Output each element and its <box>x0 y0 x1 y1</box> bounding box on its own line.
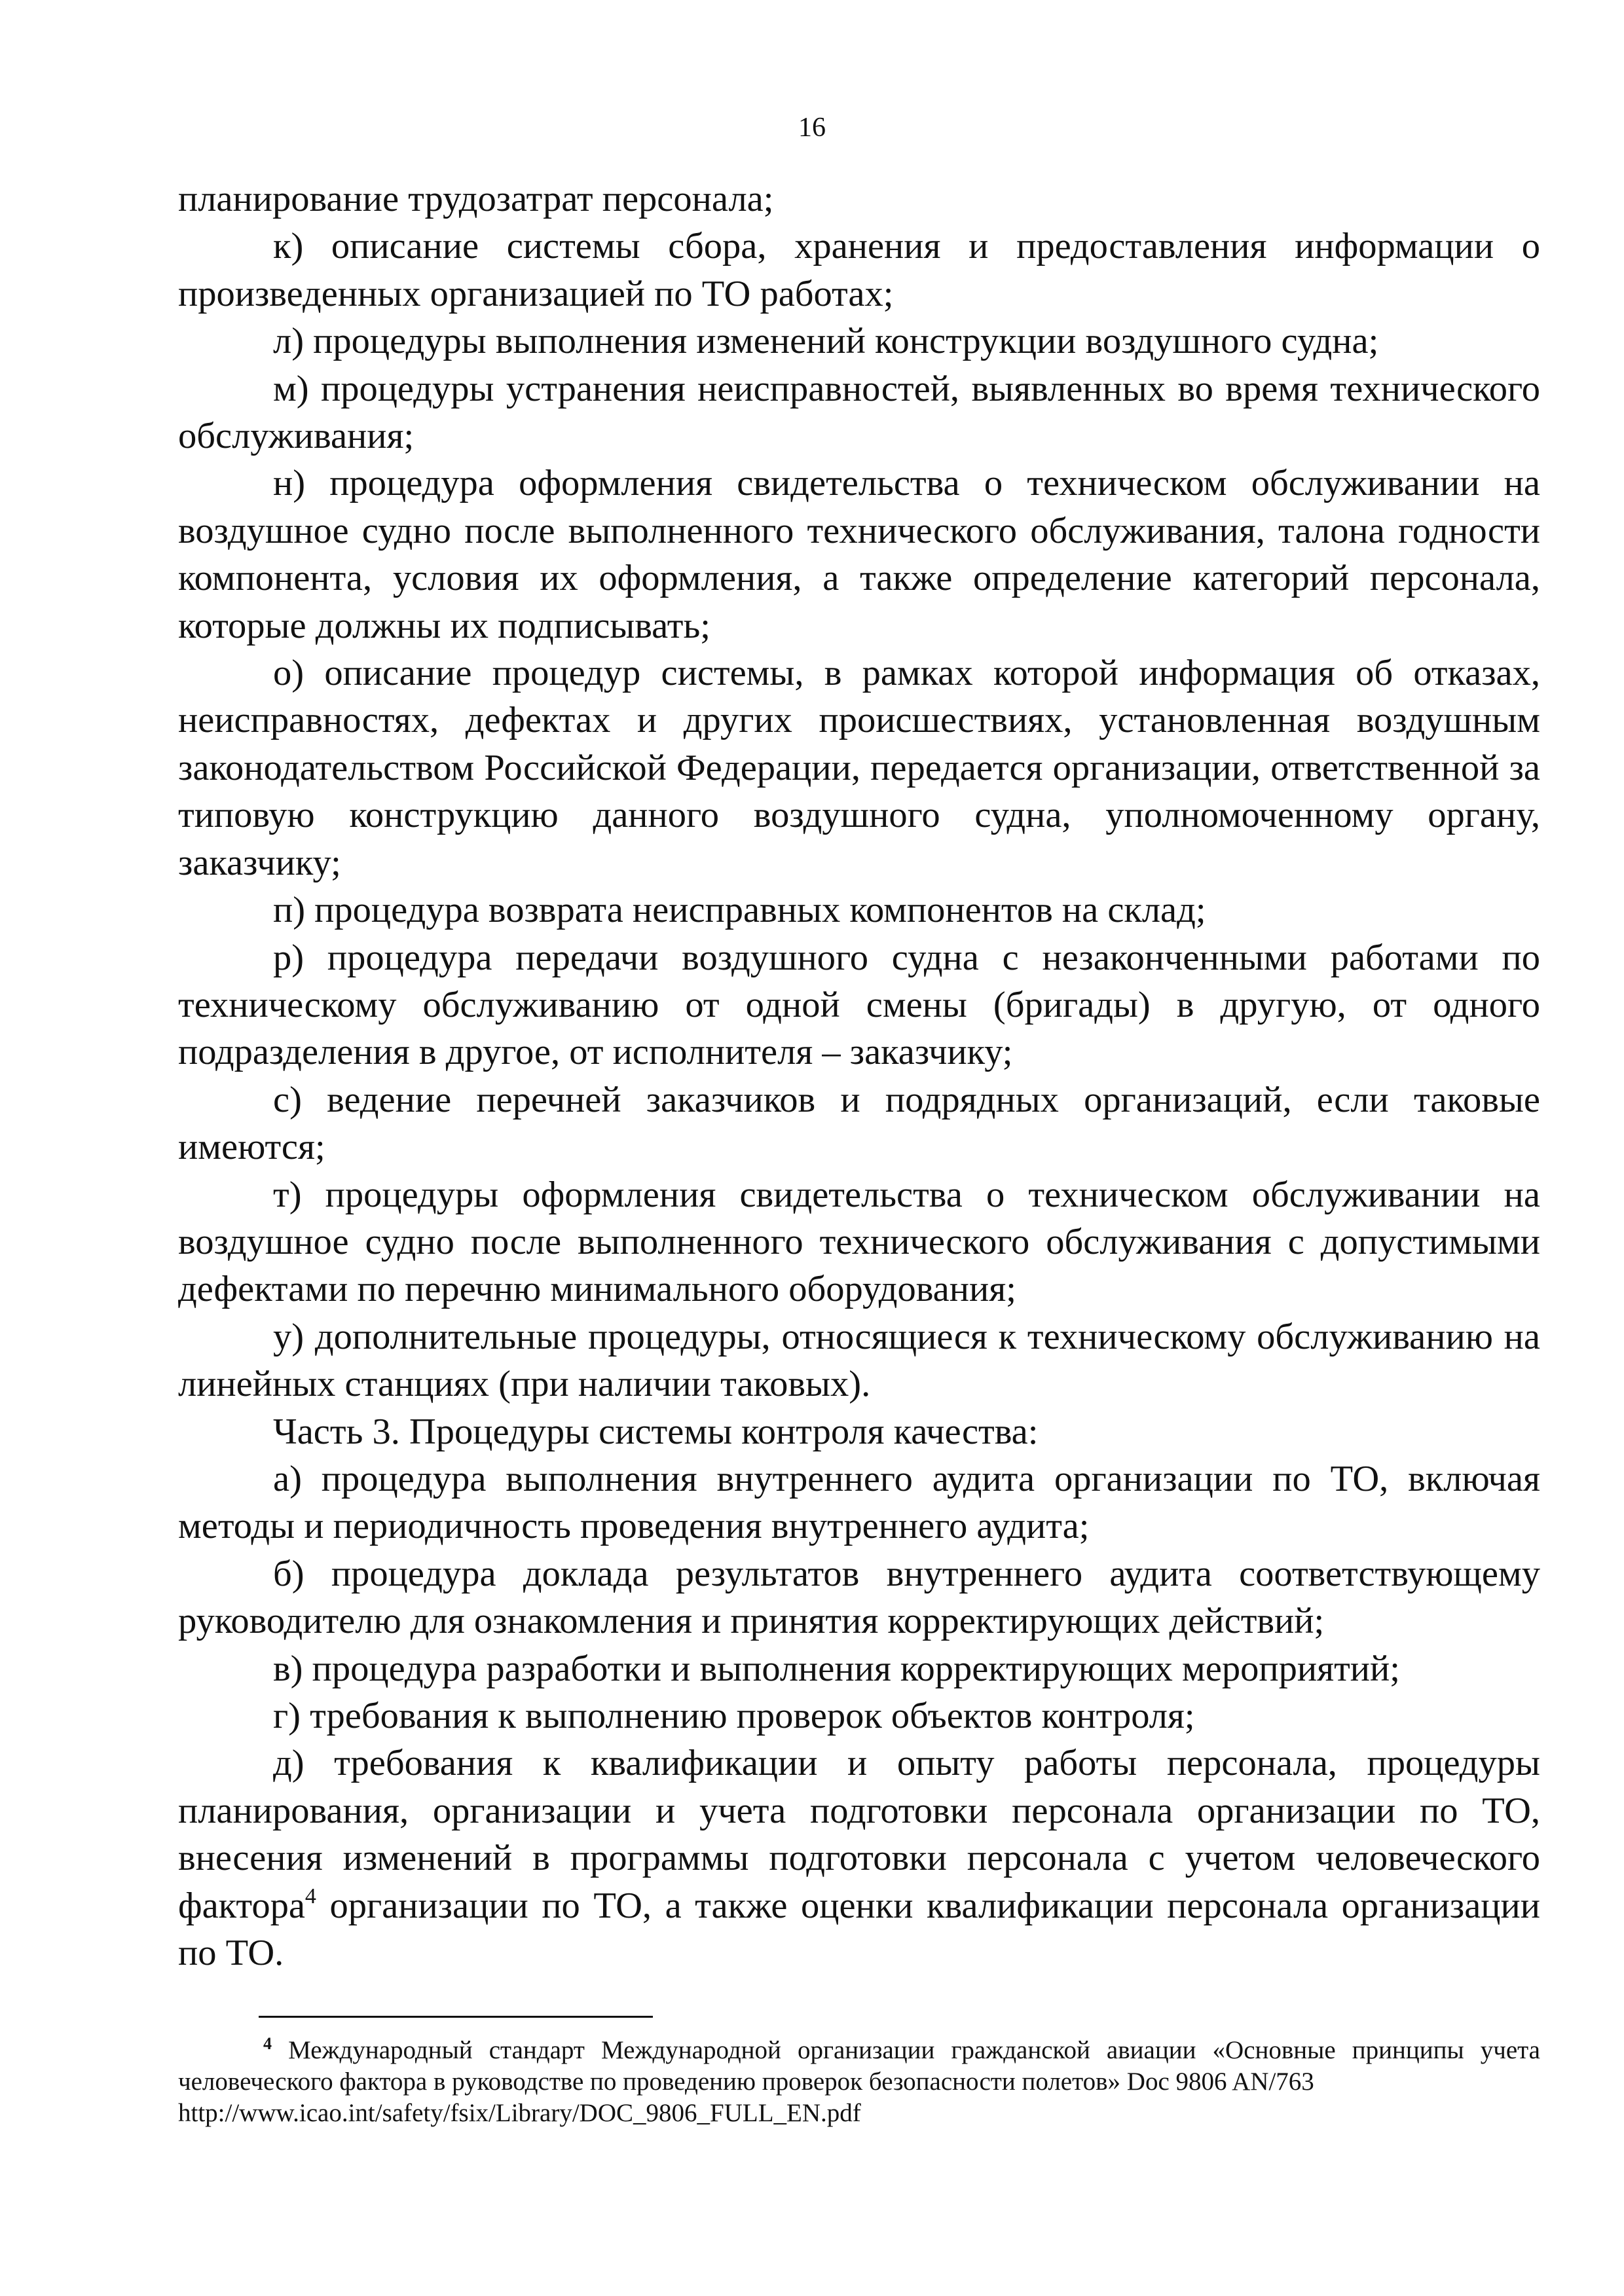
list-item-m: м) процедуры устранения неисправностей, выявленных во время технического обслуживания; <box>178 368 1540 457</box>
list-item-p: п) процедура возврата неисправных компонентов на склад; <box>273 890 1206 931</box>
list-item-b: б) процедура доклада результатов внутреннего аудита соответствующему руководителю для ознакомления и принятия корректирующих действий; <box>178 1553 1540 1642</box>
list-item-o: о) описание процедур системы, в рамках которой информация об отказах, неисправностях, дефектах и других происшествиях, установленная воздушным законодательством Российской Федерации, передается организации, ответственной за типовую конструкцию данного воздушного судна, уполномоченному органу, заказчику; <box>178 653 1540 883</box>
list-item-a: а) процедура выполнения внутреннего аудита организации по ТО, включая методы и периодичность проведения внутреннего аудита; <box>178 1458 1540 1547</box>
main-text <box>178 175 1540 1977</box>
list-item-g: г) требования к выполнению проверок объектов контроля; <box>273 1696 1195 1736</box>
footnote <box>178 2035 1540 2129</box>
list-item-t: т) процедуры оформления свидетельства о техническом обслуживании на воздушное судно после выполненного технического обслуживания с допустимыми дефектами по перечню минимального оборудования; <box>178 1174 1540 1310</box>
footnote-divider <box>259 2016 653 2018</box>
footnote-reference: 4 <box>304 1884 316 1908</box>
list-item-v: в) процедура разработки и выполнения корректирующих мероприятий; <box>273 1648 1400 1689</box>
list-item-d-text-end: организации по ТО, а также оценки квалификации персонала организации по ТО. <box>178 1885 1540 1974</box>
list-item-k: к) описание системы сбора, хранения и предоставления информации о произведенных организацией по ТО работах; <box>178 226 1540 314</box>
list-item-d-text-start: д) требования к квалификации и опыту работы персонала, процедуры планирования, организации и учета подготовки персонала организации по ТО, внесения изменений в программы подготовки персонала с учетом человеческого фактора <box>178 1743 1540 1926</box>
section-heading-part-3: Часть 3. Процедуры системы контроля качества: <box>273 1411 1039 1452</box>
list-item-d <box>178 1740 1540 1977</box>
footnote-text: Международный стандарт Международной организации гражданской авиации «Основные принципы учета человеческого фактора в руководстве по проведению проверок безопасности полетов» Doc 9806 AN/763 <box>178 2036 1540 2096</box>
page-number: 16 <box>798 113 826 143</box>
list-item-n: н) процедура оформления свидетельства о техническом обслуживании на воздушное судно после выполненного технического обслуживания, талона годности компонента, условия их оформления, а также определение категорий персонала, которые должны их подписывать; <box>178 463 1540 646</box>
paragraph-continuation: планирование трудозатрат персонала; <box>178 179 774 219</box>
list-item-l: л) процедуры выполнения изменений конструкции воздушного судна; <box>273 321 1379 362</box>
footnote-url: http://www.icao.int/safety/fsix/Library/DOC_9806_FULL_EN.pdf <box>178 2099 861 2127</box>
footnote-mark: 4 <box>263 2034 272 2053</box>
list-item-r: р) процедура передачи воздушного судна с незаконченными работами по техническому обслуживанию от одной смены (бригады) в другую, от одного подразделения в другое, от исполнителя – заказчику; <box>178 937 1540 1073</box>
list-item-u: у) дополнительные процедуры, относящиеся к техническому обслуживанию на линейных станциях (при наличии таковых). <box>178 1316 1540 1405</box>
list-item-s: с) ведение перечней заказчиков и подрядных организаций, если таковые имеются; <box>178 1079 1540 1168</box>
